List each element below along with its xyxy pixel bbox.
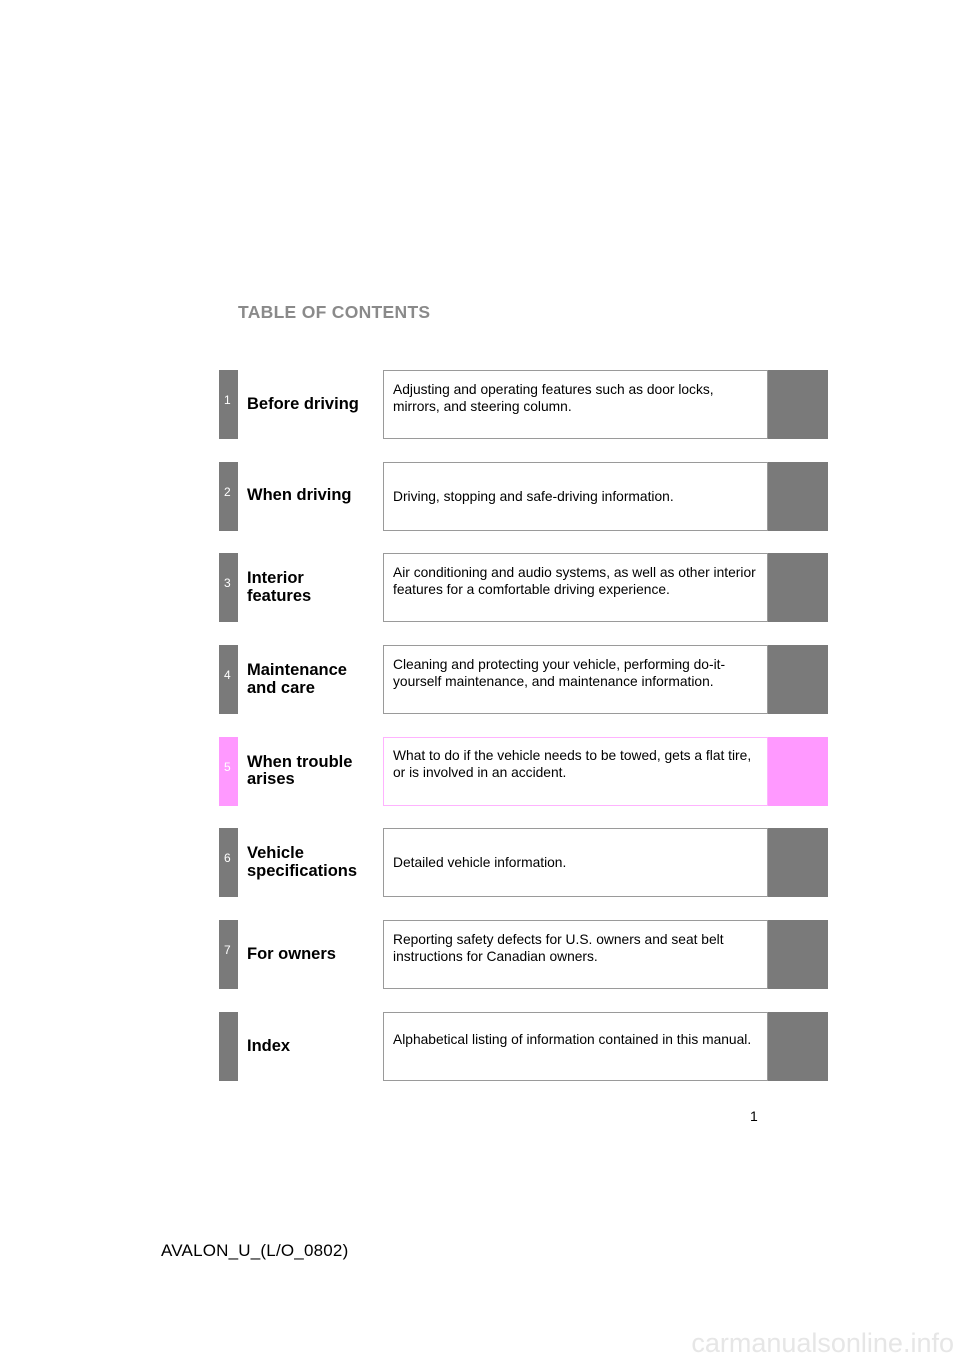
chapter-description-box — [383, 553, 768, 622]
chapter-description: Alphabetical listing of information contained in this manual. — [393, 1031, 752, 1047]
chapter-description: Cleaning and protecting your vehicle, performing do-it-yourself maintenance, and maintenance information. — [393, 656, 726, 689]
chapter-row-index[interactable] — [219, 1012, 828, 1081]
chapter-description: Reporting safety defects for U.S. owners and seat belt instructions for Canadian owners. — [393, 931, 724, 964]
chapter-row-2[interactable] — [219, 462, 828, 531]
chapter-description: What to do if the vehicle needs to be towed, gets a flat tire, or is involved in an accident. — [393, 748, 752, 781]
chapter-description-box — [383, 462, 768, 531]
chapter-number: 5 — [224, 759, 231, 774]
chapter-description: Driving, stopping and safe-driving information. — [393, 488, 674, 504]
footer-code: AVALON_U_(L/O_0802) — [161, 1241, 349, 1260]
chapter-title[interactable]: When driving — [247, 486, 352, 505]
chapter-number: 3 — [224, 576, 231, 591]
chapter-row-4[interactable] — [219, 645, 828, 714]
chapter-title[interactable]: Index — [247, 1036, 291, 1055]
chapter-tab[interactable] — [219, 737, 238, 806]
chapter-number: 2 — [224, 484, 231, 499]
chapter-description-box — [383, 370, 768, 439]
chapter-edge-tab[interactable] — [768, 737, 828, 806]
chapter-description: Air conditioning and audio systems, as well as other interior features for a comfortable driving experience. — [393, 564, 756, 597]
chapter-title[interactable]: Before driving — [247, 394, 359, 413]
chapter-title[interactable]: Maintenance and care — [247, 661, 347, 697]
chapter-tab[interactable] — [219, 828, 238, 897]
chapter-number: 6 — [224, 851, 231, 866]
chapter-number: 1 — [224, 393, 231, 407]
chapter-tab[interactable] — [219, 553, 238, 622]
chapter-tab[interactable] — [219, 1012, 238, 1081]
chapter-description: Adjusting and operating features such as door locks, mirrors, and steering column. — [393, 381, 714, 414]
chapter-description: Detailed vehicle information. — [393, 855, 567, 871]
page-title: TABLE OF CONTENTS — [238, 302, 431, 322]
chapter-row-7[interactable] — [219, 920, 828, 989]
chapter-list — [219, 370, 828, 1104]
chapter-number: 4 — [224, 668, 231, 683]
chapter-row-6[interactable] — [219, 828, 828, 897]
chapter-row-5[interactable] — [219, 737, 828, 806]
chapter-tab[interactable] — [219, 370, 238, 439]
chapter-edge-tab[interactable] — [768, 645, 828, 714]
chapter-title[interactable]: For owners — [247, 944, 336, 963]
chapter-row-3[interactable] — [219, 553, 828, 622]
chapter-title[interactable]: Interior features — [247, 569, 312, 605]
watermark: carmanualsonline.info — [691, 1328, 954, 1358]
chapter-edge-tab[interactable] — [768, 1012, 828, 1081]
chapter-row-1[interactable] — [219, 370, 828, 439]
chapter-title[interactable]: When trouble arises — [247, 752, 353, 789]
chapter-title[interactable]: Vehicle specifications — [247, 844, 358, 880]
chapter-description-box — [383, 920, 768, 989]
chapter-edge-tab[interactable] — [768, 920, 828, 989]
chapter-description-box — [383, 828, 768, 897]
chapter-description-box — [383, 1012, 768, 1081]
chapter-tab[interactable] — [219, 645, 238, 714]
chapter-description-box — [383, 737, 768, 806]
page-number: 1 — [750, 1108, 758, 1124]
chapter-edge-tab[interactable] — [768, 828, 828, 897]
chapter-description-box — [383, 645, 768, 714]
chapter-edge-tab[interactable] — [768, 370, 828, 439]
chapter-edge-tab[interactable] — [768, 553, 828, 622]
chapter-edge-tab[interactable] — [768, 462, 828, 531]
chapter-tab[interactable] — [219, 920, 238, 989]
chapter-number: 7 — [224, 943, 231, 958]
chapter-tab[interactable] — [219, 462, 238, 531]
